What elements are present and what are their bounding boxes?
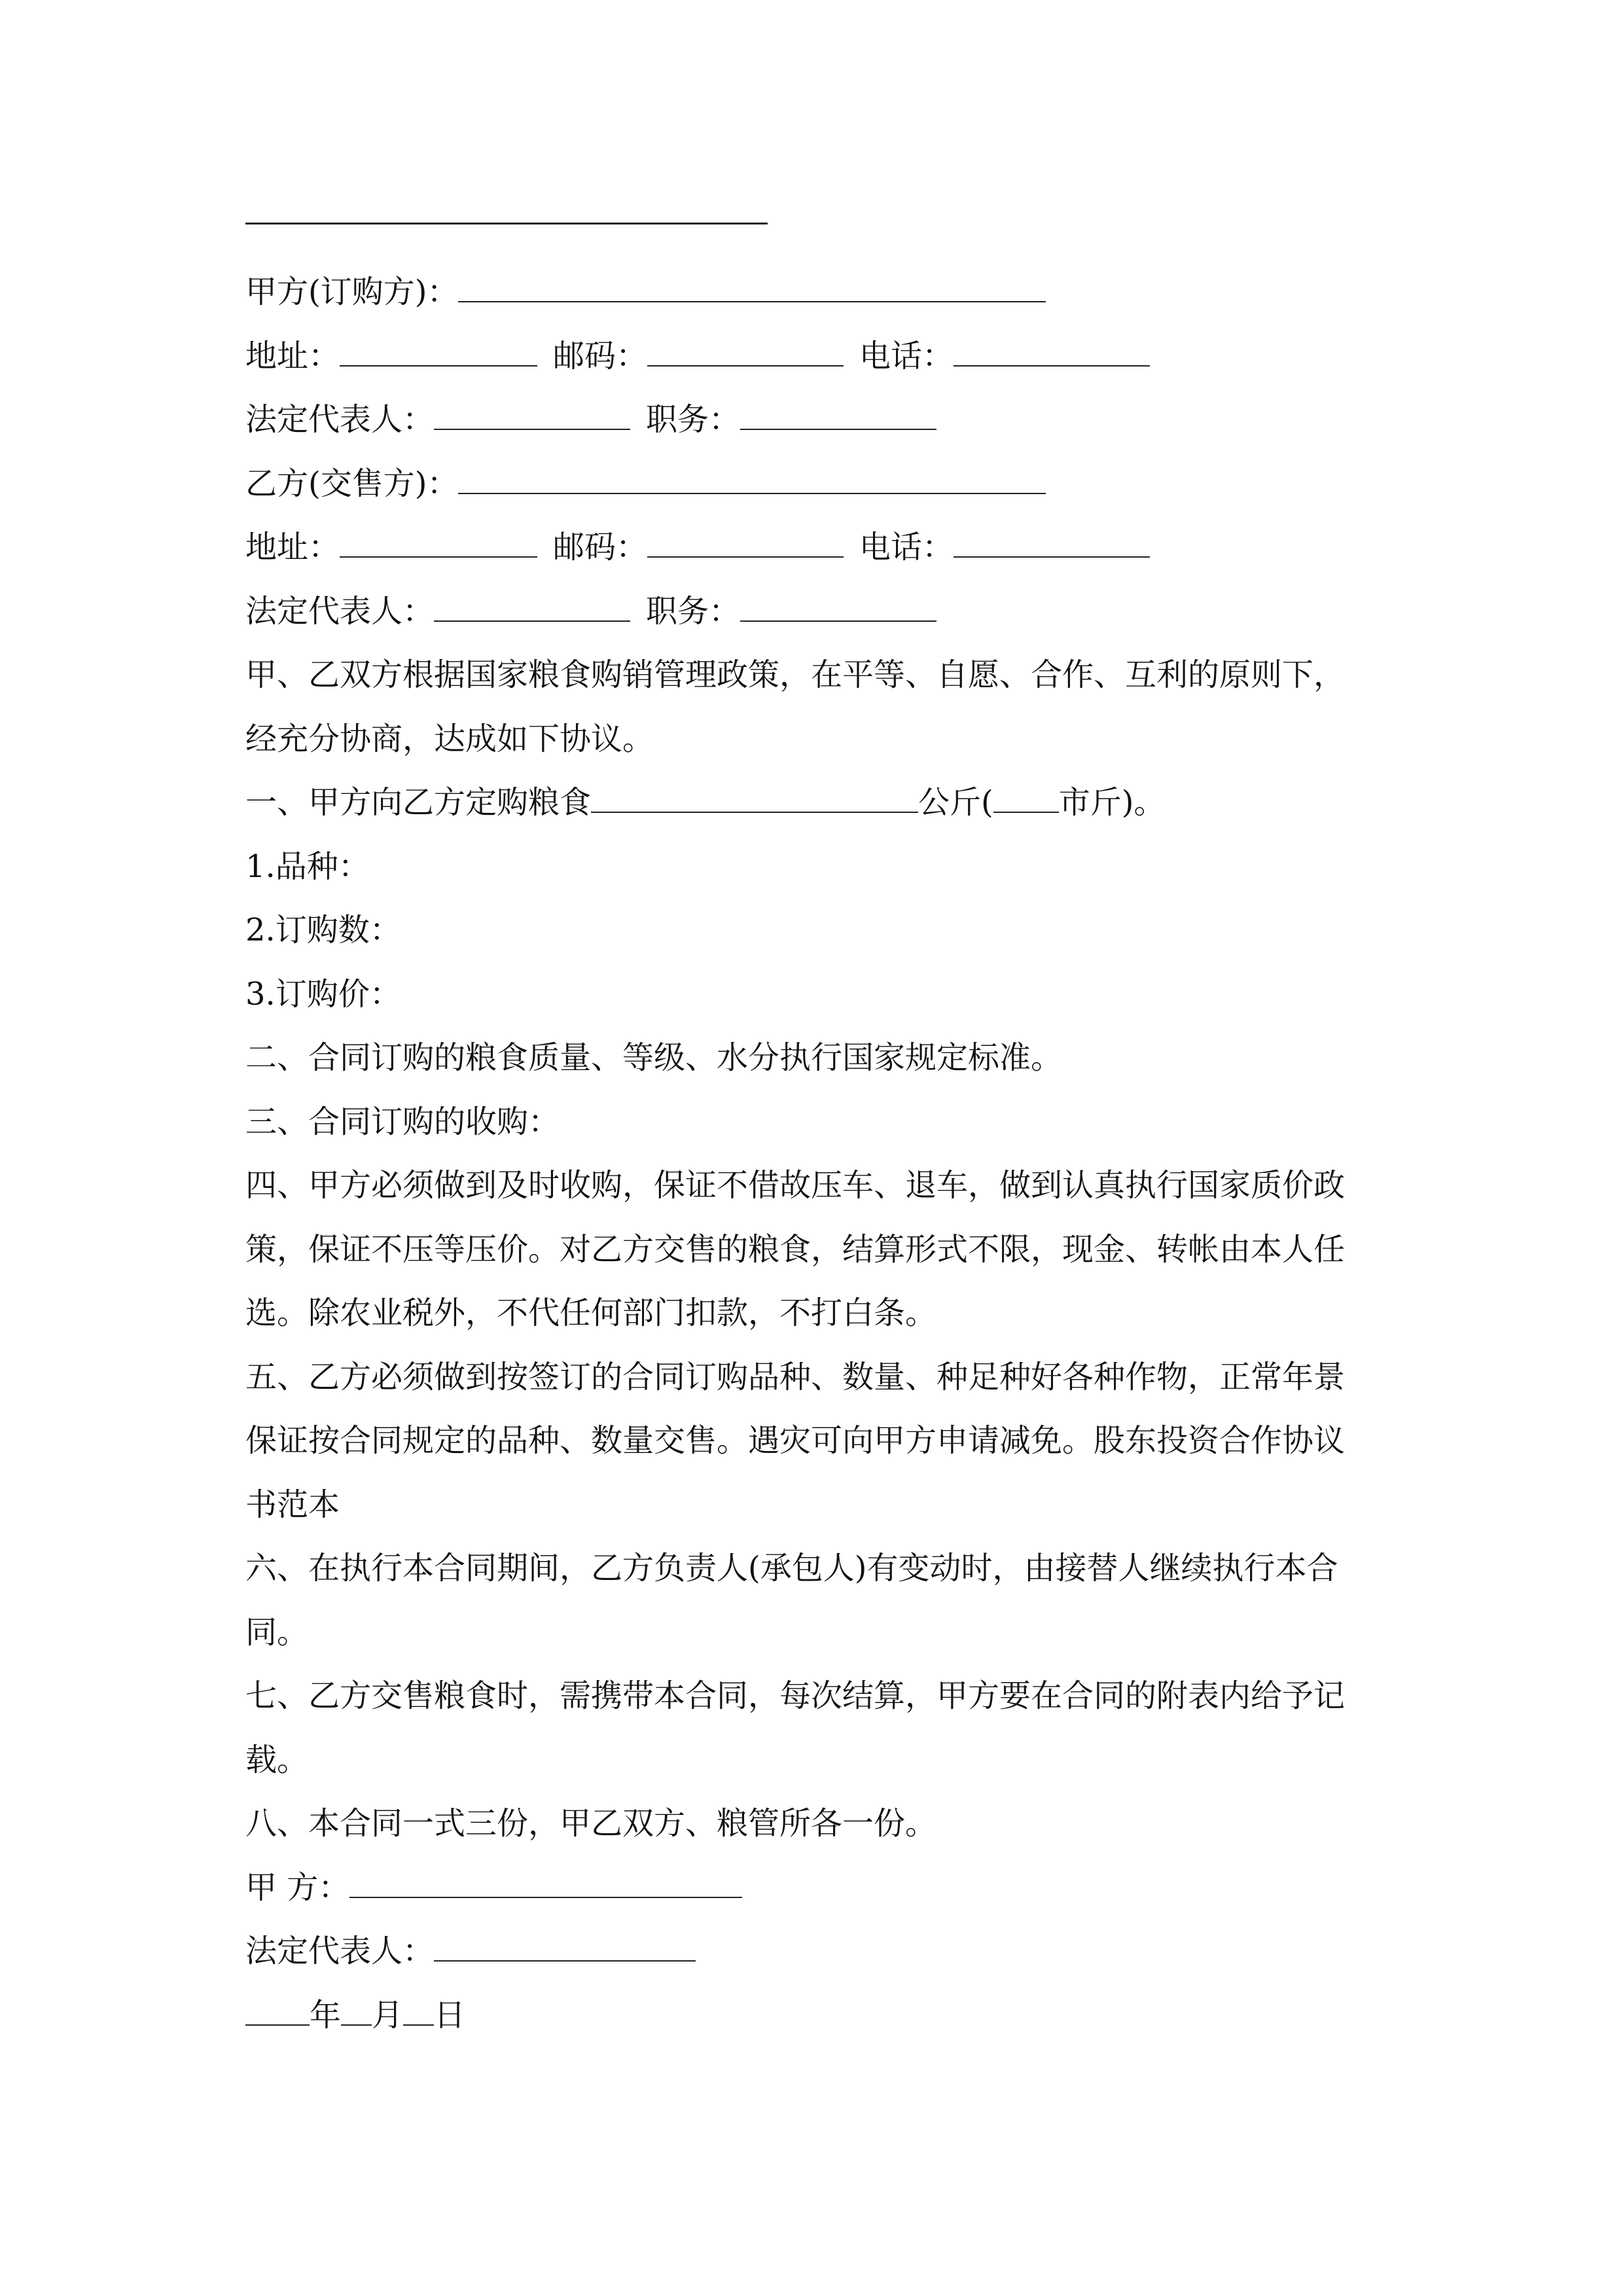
party-a-label: 甲方(订购方)： — [245, 274, 459, 310]
clause-line: 策，保证不压等压价。对乙方交售的粮食，结算形式不限，现金、转帐由本人任 — [245, 1230, 1346, 1268]
signature-rep-field[interactable] — [434, 1921, 696, 1962]
party-a-rep-line — [245, 388, 1397, 452]
party-a-rep-field[interactable] — [434, 389, 630, 430]
clause-line: 五、乙方必须做到按签订的合同订购品种、数量、种足种好各种作物，正常年景 — [245, 1358, 1346, 1395]
item-variety: 1.品种： — [245, 848, 370, 885]
rep-label: 法定代表人： — [245, 401, 435, 438]
jin-unit: 市斤)。 — [1058, 784, 1166, 821]
party-a-title-field[interactable] — [740, 389, 936, 430]
party-a-postcode-field[interactable] — [647, 326, 844, 367]
clause-line: 载。 — [245, 1741, 309, 1778]
clause-line: 四、甲方必须做到及时收购，保证不借故压车、退车，做到认真执行国家质价政 — [245, 1167, 1346, 1204]
year-field[interactable] — [245, 1985, 310, 2026]
signature-rep-line — [245, 1920, 1397, 1984]
item-quantity: 2.订购数： — [245, 912, 401, 948]
contract-body — [245, 260, 1397, 2047]
grain-jin-field[interactable] — [993, 772, 1059, 813]
top-rule — [245, 223, 768, 224]
postcode-label: 邮码： — [553, 337, 648, 374]
postcode-label: 邮码： — [553, 529, 648, 565]
clause-line: 书范本 — [245, 1486, 340, 1523]
item-price: 3.订购价： — [245, 975, 401, 1013]
party-b-postcode-field[interactable] — [647, 517, 844, 558]
clause-line: 三、合同订购的收购： — [245, 1103, 560, 1140]
party-b-line — [245, 452, 1397, 516]
party-b-label: 乙方(交售方)： — [245, 465, 459, 502]
date-line — [245, 1984, 1397, 2048]
address-label: 地址： — [245, 529, 340, 565]
signature-party-line — [245, 1856, 1397, 1920]
party-a-line — [245, 260, 1397, 325]
clause-line: 六、在执行本合同期间，乙方负责人(承包人)有变动时，由接替人继续执行本合 — [245, 1550, 1338, 1587]
year-label: 年 — [310, 1996, 342, 2034]
party-a-name-field[interactable] — [458, 262, 1046, 302]
phone-label: 电话： — [859, 337, 954, 374]
clause-line: 七、乙方交售粮食时，需携带本合同，每次结算，甲方要在合同的附表内给予记 — [245, 1677, 1346, 1714]
signature-party-field[interactable] — [349, 1857, 742, 1898]
clause-line: 八、本合同一式三份，甲乙双方、粮管所各一份。 — [245, 1805, 937, 1842]
clause-line: 选。除农业税外，不代任何部门扣款，不打白条。 — [245, 1295, 937, 1331]
grain-kg-field[interactable] — [591, 772, 918, 813]
party-b-title-field[interactable] — [740, 581, 936, 622]
title-label: 职务： — [646, 401, 741, 438]
day-field[interactable] — [403, 1985, 434, 2026]
clause-line: 同。 — [245, 1613, 309, 1651]
clause-line: 二、合同订购的粮食质量、等级、水分执行国家规定标准。 — [245, 1039, 1063, 1076]
party-a-contact-line — [245, 325, 1397, 389]
signature-party-label: 甲 方： — [245, 1869, 350, 1906]
clause-1 — [245, 771, 1397, 835]
phone-label: 电话： — [859, 529, 954, 565]
party-a-phone-field[interactable] — [954, 326, 1150, 367]
month-label: 月 — [372, 1996, 404, 2034]
address-label: 地址： — [245, 337, 340, 374]
title-label: 职务： — [646, 592, 741, 630]
month-field[interactable] — [341, 1985, 372, 2026]
clause-line: 保证按合同规定的品种、数量交售。遇灾可向甲方申请减免。股东投资合作协议 — [245, 1422, 1346, 1459]
party-b-rep-line — [245, 580, 1397, 644]
party-b-rep-field[interactable] — [434, 581, 630, 622]
rep-label: 法定代表人： — [245, 592, 435, 630]
party-b-address-field[interactable] — [340, 517, 537, 558]
intro-line: 经充分协商，达成如下协议。 — [245, 720, 654, 757]
kg-unit: 公斤( — [918, 784, 993, 821]
party-b-phone-field[interactable] — [954, 517, 1150, 558]
intro-line: 甲、乙双方根据国家粮食购销管理政策，在平等、自愿、合作、互利的原则下， — [245, 656, 1346, 693]
party-a-address-field[interactable] — [340, 326, 537, 367]
clause-1-text: 一、甲方向乙方定购粮食 — [245, 784, 592, 821]
day-label: 日 — [434, 1996, 466, 2034]
party-b-name-field[interactable] — [458, 454, 1046, 494]
party-b-contact-line — [245, 516, 1397, 580]
signature-rep-label: 法定代表人： — [245, 1933, 435, 1969]
